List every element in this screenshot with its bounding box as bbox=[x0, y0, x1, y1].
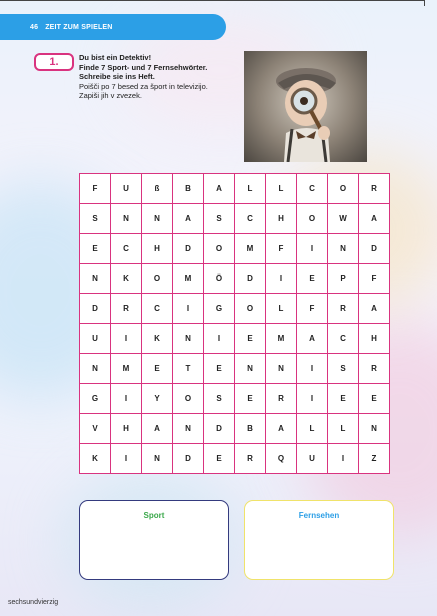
grid-cell: K bbox=[80, 444, 111, 474]
grid-row bbox=[80, 234, 390, 264]
grid-cell: R bbox=[266, 384, 297, 414]
grid-row bbox=[80, 444, 390, 474]
grid-cell: C bbox=[297, 174, 328, 204]
grid-cell: O bbox=[173, 384, 204, 414]
grid-cell: E bbox=[235, 324, 266, 354]
section-title: ZEIT ZUM SPIELEN bbox=[45, 23, 113, 31]
grid-row bbox=[80, 414, 390, 444]
tv-box-title: Fernsehen bbox=[298, 511, 340, 520]
section-header bbox=[0, 14, 226, 40]
grid-cell: S bbox=[328, 354, 359, 384]
grid-row bbox=[80, 264, 390, 294]
grid-cell: O bbox=[204, 234, 235, 264]
grid-cell: R bbox=[359, 354, 390, 384]
grid-cell: L bbox=[266, 294, 297, 324]
sport-box-title: Sport bbox=[143, 511, 165, 520]
instruction-line: Finde 7 Sport- und 7 Fernsehwörter. bbox=[79, 62, 208, 72]
grid-cell: N bbox=[328, 234, 359, 264]
grid-cell: F bbox=[266, 234, 297, 264]
grid-cell: S bbox=[204, 204, 235, 234]
grid-cell: D bbox=[80, 294, 111, 324]
grid-cell: O bbox=[235, 294, 266, 324]
grid-cell: D bbox=[173, 444, 204, 474]
grid-cell: I bbox=[328, 444, 359, 474]
grid-cell: H bbox=[266, 204, 297, 234]
grid-cell: E bbox=[204, 444, 235, 474]
grid-cell: B bbox=[173, 174, 204, 204]
grid-cell: E bbox=[297, 264, 328, 294]
grid-cell: A bbox=[173, 204, 204, 234]
grid-cell: D bbox=[359, 234, 390, 264]
grid-cell: E bbox=[359, 384, 390, 414]
grid-cell: I bbox=[111, 324, 142, 354]
grid-cell: I bbox=[297, 234, 328, 264]
grid-cell: U bbox=[111, 174, 142, 204]
grid-cell: Y bbox=[142, 384, 173, 414]
grid-cell: N bbox=[235, 354, 266, 384]
grid-cell: C bbox=[235, 204, 266, 234]
grid-cell: L bbox=[297, 414, 328, 444]
instruction-line: Du bist ein Detektiv! bbox=[79, 53, 152, 62]
grid-cell: M bbox=[111, 354, 142, 384]
grid-cell: K bbox=[111, 264, 142, 294]
grid-cell: E bbox=[142, 354, 173, 384]
grid-cell: I bbox=[204, 324, 235, 354]
grid-cell: A bbox=[297, 324, 328, 354]
exercise-number-badge: 1. bbox=[34, 53, 74, 71]
tv-answer-box bbox=[244, 500, 394, 580]
instruction-line: Poišči po 7 besed za šport in televizijo. bbox=[79, 81, 208, 91]
grid-cell: C bbox=[111, 234, 142, 264]
grid-cell: E bbox=[328, 384, 359, 414]
grid-cell: N bbox=[359, 414, 390, 444]
grid-cell: I bbox=[297, 384, 328, 414]
grid-cell: A bbox=[359, 294, 390, 324]
grid-cell: A bbox=[359, 204, 390, 234]
grid-cell: Z bbox=[359, 444, 390, 474]
page-top-rule bbox=[0, 0, 425, 1]
grid-cell: Q bbox=[266, 444, 297, 474]
grid-row bbox=[80, 324, 390, 354]
grid-cell: N bbox=[142, 444, 173, 474]
word-search-grid bbox=[79, 173, 390, 474]
grid-cell: I bbox=[266, 264, 297, 294]
grid-cell: G bbox=[80, 384, 111, 414]
grid-cell: E bbox=[235, 384, 266, 414]
grid-cell: L bbox=[266, 174, 297, 204]
grid-cell: G bbox=[204, 294, 235, 324]
grid-cell: E bbox=[204, 354, 235, 384]
grid-cell: N bbox=[80, 264, 111, 294]
grid-cell: N bbox=[173, 414, 204, 444]
grid-cell: N bbox=[266, 354, 297, 384]
grid-cell: O bbox=[328, 174, 359, 204]
grid-cell: S bbox=[80, 204, 111, 234]
grid-cell: A bbox=[142, 414, 173, 444]
detective-child-photo bbox=[244, 51, 367, 162]
detective-illustration bbox=[244, 51, 367, 162]
grid-cell: B bbox=[235, 414, 266, 444]
page-number-words: sechsundvierzig bbox=[8, 599, 59, 606]
grid-cell: D bbox=[235, 264, 266, 294]
grid-cell: L bbox=[235, 174, 266, 204]
grid-cell: A bbox=[266, 414, 297, 444]
exercise-instructions bbox=[79, 53, 239, 101]
instruction-line: Zapiši jih v zvezek. bbox=[79, 91, 142, 100]
grid-cell: W bbox=[328, 204, 359, 234]
page-corner-tick bbox=[424, 0, 425, 6]
grid-cell: N bbox=[173, 324, 204, 354]
grid-cell: Ö bbox=[204, 264, 235, 294]
page-number: 46 bbox=[30, 23, 39, 31]
grid-cell: H bbox=[359, 324, 390, 354]
grid-cell: ß bbox=[142, 174, 173, 204]
grid-row bbox=[80, 354, 390, 384]
grid-cell: I bbox=[297, 354, 328, 384]
grid-cell: I bbox=[173, 294, 204, 324]
grid-cell: F bbox=[297, 294, 328, 324]
grid-cell: T bbox=[173, 354, 204, 384]
grid-cell: F bbox=[80, 174, 111, 204]
grid-cell: O bbox=[297, 204, 328, 234]
grid-cell: R bbox=[111, 294, 142, 324]
grid-cell: C bbox=[328, 324, 359, 354]
grid-cell: H bbox=[142, 234, 173, 264]
sport-answer-box bbox=[79, 500, 229, 580]
grid-cell: V bbox=[80, 414, 111, 444]
grid-cell: P bbox=[328, 264, 359, 294]
grid-cell: D bbox=[173, 234, 204, 264]
grid-cell: H bbox=[111, 414, 142, 444]
grid-cell: M bbox=[235, 234, 266, 264]
grid-row bbox=[80, 204, 390, 234]
grid-row bbox=[80, 294, 390, 324]
grid-cell: K bbox=[142, 324, 173, 354]
grid-cell: N bbox=[142, 204, 173, 234]
grid-row bbox=[80, 384, 390, 414]
grid-cell: M bbox=[266, 324, 297, 354]
grid-cell: L bbox=[328, 414, 359, 444]
grid-cell: N bbox=[80, 354, 111, 384]
grid-cell: S bbox=[204, 384, 235, 414]
grid-cell: I bbox=[111, 384, 142, 414]
grid-cell: R bbox=[328, 294, 359, 324]
grid-cell: A bbox=[204, 174, 235, 204]
grid-cell: R bbox=[235, 444, 266, 474]
grid-cell: E bbox=[80, 234, 111, 264]
grid-cell: C bbox=[142, 294, 173, 324]
grid-row bbox=[80, 174, 390, 204]
grid-cell: M bbox=[173, 264, 204, 294]
grid-cell: U bbox=[297, 444, 328, 474]
grid-cell: U bbox=[80, 324, 111, 354]
grid-cell: N bbox=[111, 204, 142, 234]
grid-cell: F bbox=[359, 264, 390, 294]
grid-cell: R bbox=[359, 174, 390, 204]
grid-cell: I bbox=[111, 444, 142, 474]
grid-cell: D bbox=[204, 414, 235, 444]
instruction-line: Schreibe sie ins Heft. bbox=[79, 72, 155, 81]
grid-cell: O bbox=[142, 264, 173, 294]
